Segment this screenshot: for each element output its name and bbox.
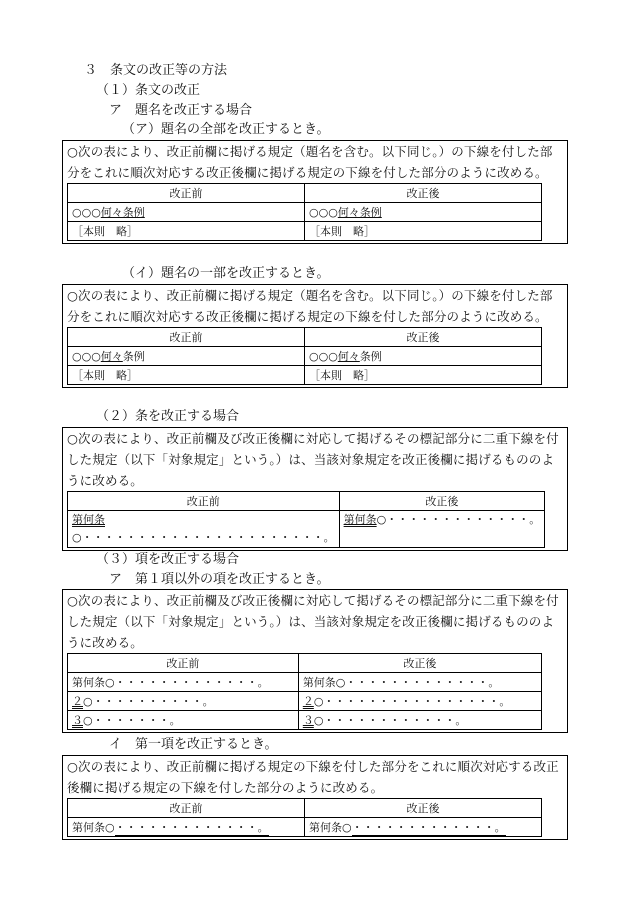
column-after: 改正後 [305, 799, 542, 818]
comparison-table [67, 491, 545, 548]
subsection-heading: （３）項を改正する場合 [96, 552, 240, 567]
column-before: 改正前 [68, 492, 340, 511]
table-row [68, 818, 542, 837]
before-cell: 第何条○・・・・・・・・・・・・・。 [68, 818, 305, 837]
table-row [68, 511, 545, 548]
item-heading: イ 第一項を改正するとき。 [109, 737, 278, 752]
column-before: 改正前 [68, 184, 305, 203]
after-cell: 第何条○・・・・・・・・・・・・・。 [298, 673, 541, 692]
table-row [68, 347, 542, 366]
after-cell: ［本則 略］ [305, 222, 542, 241]
comparison-table [67, 653, 542, 730]
section-heading: ３ 条文の改正等の方法 [84, 63, 228, 78]
column-after: 改正後 [305, 184, 542, 203]
comparison-table [67, 183, 542, 241]
before-cell: ○○○何々条例 [68, 347, 305, 366]
before-cell: ［本則 略］ [68, 366, 305, 385]
before-cell: ○○○何々条例 [68, 203, 305, 222]
table-row [68, 692, 542, 711]
before-cell: ２○・・・・・・・・・・。 [68, 692, 299, 711]
column-after: 改正後 [305, 328, 542, 347]
after-cell: ○○○何々条例 [305, 347, 542, 366]
amendment-box-3 [62, 427, 568, 551]
before-cell: 第何条○・・・・・・・・・・・・・・・・・・・・・・。 [68, 511, 340, 548]
amendment-box-2 [62, 284, 568, 388]
amendment-text: ○次の表により、改正前欄及び改正後欄に対応して掲げるその標記部分に二重下線を付した規定（以下「対象規定」という。）は、当該対象規定を改正後欄に掲げるもののように改める。 [67, 431, 559, 488]
table-row [68, 673, 542, 692]
comparison-table [67, 327, 542, 385]
column-after: 改正後 [339, 492, 545, 511]
subsection-heading: （１）条文の改正 [96, 83, 201, 98]
before-cell: ３○・・・・・・・。 [68, 711, 299, 730]
after-cell: ○○○何々条例 [305, 203, 542, 222]
before-cell: ［本則 略］ [68, 222, 305, 241]
amendment-box-1 [62, 140, 568, 244]
subitem-heading: （イ）題名の一部を改正するとき。 [122, 266, 330, 281]
item-heading: ア 第１項以外の項を改正するとき。 [109, 572, 330, 587]
table-row [68, 222, 542, 241]
table-row [68, 366, 542, 385]
after-cell: ３○・・・・・・・・・・・・。 [298, 711, 541, 730]
amendment-text: ○次の表により、改正前欄に掲げる規定（題名を含む。以下同じ。）の下線を付した部分をこれに順次対応する改正後欄に掲げる規定の下線を付した部分のように改める。 [67, 144, 553, 180]
subitem-heading: （ア）題名の全部を改正するとき。 [122, 122, 330, 137]
column-after: 改正後 [298, 654, 541, 673]
amendment-box-5 [62, 755, 568, 840]
after-cell: ２○・・・・・・・・・・・・・・・・。 [298, 692, 541, 711]
amendment-text: ○次の表により、改正前欄に掲げる規定（題名を含む。以下同じ。）の下線を付した部分をこれに順次対応する改正後欄に掲げる規定の下線を付した部分のように改める。 [67, 288, 553, 324]
before-cell: 第何条○・・・・・・・・・・・・・。 [68, 673, 299, 692]
table-row [68, 711, 542, 730]
column-before: 改正前 [68, 328, 305, 347]
after-cell: 第何条○・・・・・・・・・・・・・。 [339, 511, 545, 548]
amendment-box-4 [62, 589, 568, 733]
amendment-text: ○次の表により、改正前欄に掲げる規定の下線を付した部分をこれに順次対応する改正後欄に掲げる規定の下線を付した部分のように改める。 [67, 759, 559, 795]
subsection-heading: （２）条を改正する場合 [96, 409, 240, 424]
table-row [68, 203, 542, 222]
column-before: 改正前 [68, 654, 299, 673]
column-before: 改正前 [68, 799, 305, 818]
amendment-text: ○次の表により、改正前欄及び改正後欄に対応して掲げるその標記部分に二重下線を付した規定（以下「対象規定」という。）は、当該対象規定を改正後欄に掲げるもののように改める。 [67, 593, 559, 650]
after-cell: ［本則 略］ [305, 366, 542, 385]
item-heading: ア 題名を改正する場合 [109, 103, 253, 118]
comparison-table [67, 798, 542, 837]
after-cell: 第何条○・・・・・・・・・・・・・。 [305, 818, 542, 837]
